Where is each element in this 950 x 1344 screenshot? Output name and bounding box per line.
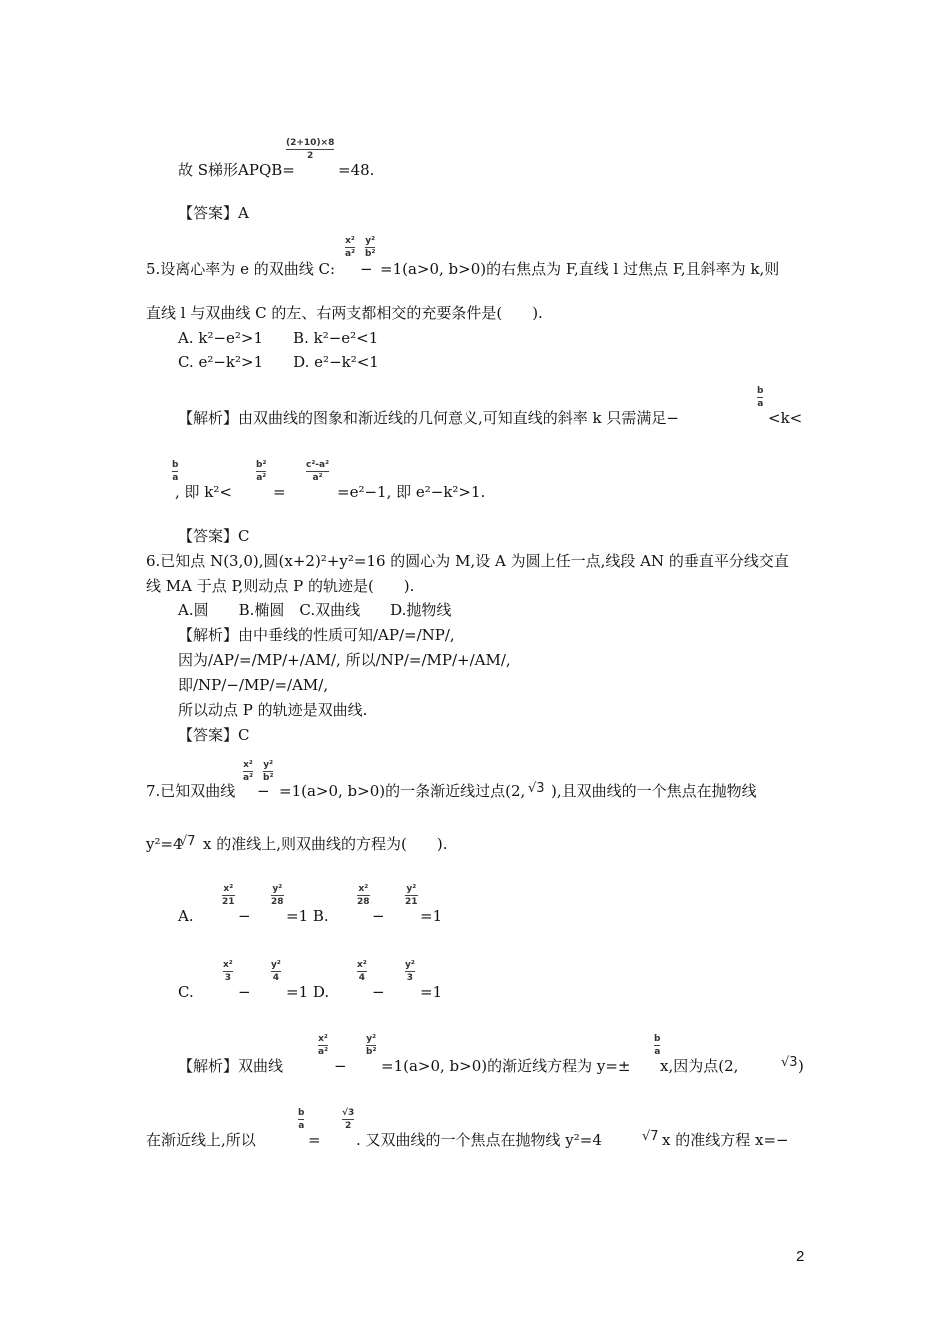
text-line: 故 S梯形APQB= <box>178 161 295 179</box>
text-line: =1 B. <box>286 907 329 925</box>
solution-text: 即/NP/−/MP/=/AM/, <box>178 676 329 694</box>
fraction: b² a² <box>256 460 267 483</box>
question-text: 5.设离心率为 e 的双曲线 C: <box>146 260 336 278</box>
sqrt-symbol: √3 <box>781 1055 798 1070</box>
fraction: y² b² <box>263 760 274 783</box>
fraction: y² 21 <box>405 884 418 907</box>
fraction: x² 4 <box>357 960 367 983</box>
text-line: =1(a>0, b>0)的渐近线方程为 y=± <box>381 1057 631 1075</box>
page-number: 2 <box>796 1248 805 1265</box>
fraction: b a <box>172 460 179 483</box>
text-line: =1 <box>420 907 443 925</box>
fraction: x² 21 <box>222 884 235 907</box>
question-text: y²=4 <box>146 835 183 853</box>
text-line: ),且双曲线的一个焦点在抛物线 <box>551 782 757 800</box>
text-line: − <box>372 907 385 925</box>
text-line: =1(a>0, b>0)的右焦点为 F,直线 l 过焦点 F,且斜率为 k,则 <box>380 260 780 278</box>
fraction: x² a² <box>345 236 356 259</box>
text-line: =1(a>0, b>0)的一条渐近线过点(2, <box>279 782 526 800</box>
option-label: A. <box>178 907 194 925</box>
option-line: A.圆 B.椭圆 C.双曲线 D.抛物线 <box>178 601 452 619</box>
solution-text: 【解析】双曲线 <box>178 1057 284 1075</box>
solution-text: 在渐近线上,所以 <box>146 1131 256 1149</box>
fraction: x² a² <box>318 1034 329 1057</box>
fraction: √3 2 <box>342 1108 355 1131</box>
text-line: − <box>238 983 251 1001</box>
fraction: y² b² <box>365 236 376 259</box>
answer-label: 【答案】C <box>178 527 250 545</box>
text-line: =e²−1, 即 e²−k²>1. <box>337 483 486 501</box>
text-line: − <box>238 907 251 925</box>
answer-label: 【答案】C <box>178 726 250 744</box>
fraction: y² 4 <box>271 960 281 983</box>
text-line: ) <box>798 1057 804 1075</box>
solution-text: 所以动点 P 的轨迹是双曲线. <box>178 701 368 719</box>
fraction: (2+10)×8 2 <box>286 138 335 161</box>
fraction: x² 28 <box>357 884 370 907</box>
text-line: − <box>257 782 270 800</box>
fraction: x² a² <box>243 760 254 783</box>
text-line: = <box>273 483 286 501</box>
solution-text: 【解析】由中垂线的性质可知/AP/=/NP/, <box>178 626 455 644</box>
fraction: y² b² <box>366 1034 377 1057</box>
text-line: <k< <box>768 409 803 427</box>
text-line: =1 <box>420 983 443 1001</box>
question-text: 直线 l 与双曲线 C 的左、右两支都相交的充要条件是( ). <box>146 304 543 322</box>
option-line: C. e²−k²>1 D. e²−k²<1 <box>178 353 379 371</box>
text-line: − <box>360 260 373 278</box>
solution-text: 因为/AP/=/MP/+/AM/, 所以/NP/=/MP/+/AM/, <box>178 651 511 669</box>
fraction: b a <box>654 1034 661 1057</box>
sqrt-symbol: √7 <box>642 1129 659 1144</box>
question-text: 6.已知点 N(3,0),圆(x+2)²+y²=16 的圆心为 M,设 A 为圆上任一点,线段 AN 的垂直平分线交直 <box>146 552 789 570</box>
fraction: b a <box>757 386 764 409</box>
fraction: c²-a² a² <box>306 460 330 483</box>
text-line: =48. <box>338 161 375 179</box>
text-line: − <box>334 1057 347 1075</box>
text-line: . 又双曲线的一个焦点在抛物线 y²=4 <box>356 1131 602 1149</box>
text-line: x,因为点(2, <box>660 1057 739 1075</box>
fraction: y² 3 <box>405 960 415 983</box>
text-line: x 的准线方程 x=− <box>662 1131 789 1149</box>
text-line: x 的准线上,则双曲线的方程为( ). <box>203 835 448 853</box>
solution-text: 【解析】由双曲线的图象和渐近线的几何意义,可知直线的斜率 k 只需满足− <box>178 409 679 427</box>
fraction: x² 3 <box>223 960 233 983</box>
option-label: C. <box>178 983 194 1001</box>
question-text: 线 MA 于点 P,则动点 P 的轨迹是( ). <box>146 577 415 595</box>
text-line: , 即 k²< <box>175 483 232 501</box>
sqrt-symbol: √7 <box>179 834 196 849</box>
answer-label: 【答案】A <box>178 204 249 222</box>
question-text: 7.已知双曲线 <box>146 782 236 800</box>
text-line: = <box>308 1131 321 1149</box>
option-line: A. k²−e²>1 B. k²−e²<1 <box>178 329 379 347</box>
sqrt-symbol: √3 <box>528 781 545 796</box>
text-line: =1 D. <box>286 983 330 1001</box>
text-line: − <box>372 983 385 1001</box>
fraction: y² 28 <box>271 884 284 907</box>
fraction: b a <box>298 1108 305 1131</box>
